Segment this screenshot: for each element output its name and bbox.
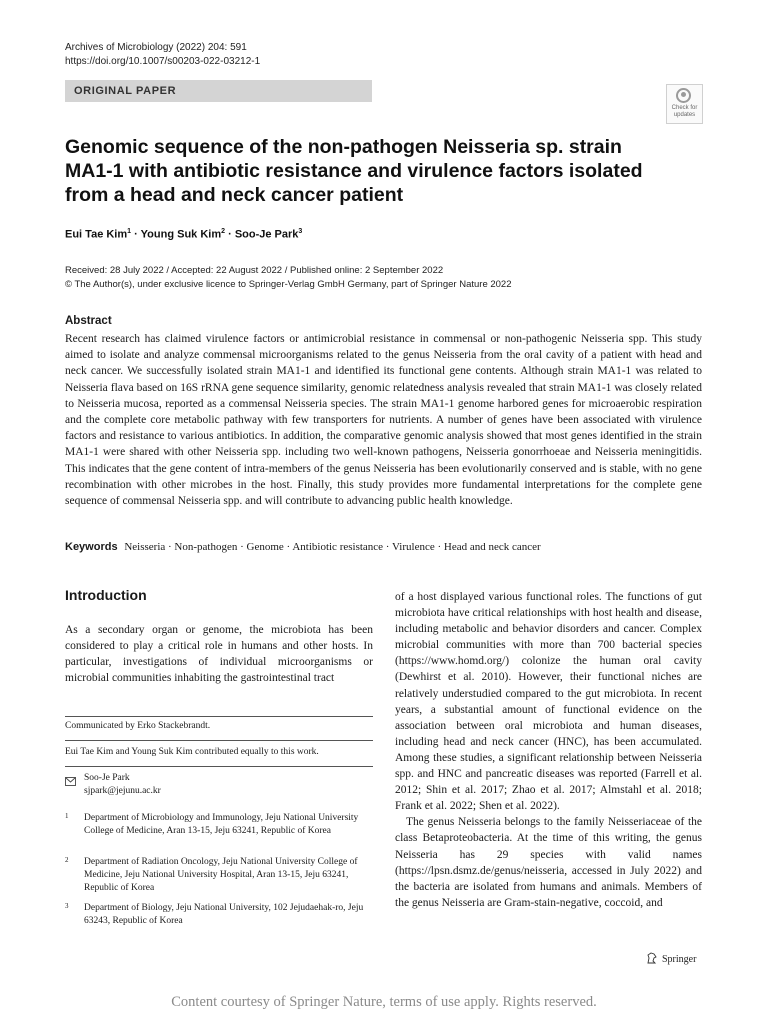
affiliation-text: Department of Radiation Oncology, Jeju National University College of Medicine, Jeju National University Hospital, Aran 13-15, Jeju 63241, Republic of Korea [84,857,358,893]
author-affiliation-marker: 3 [298,228,303,235]
affiliation-number: 2 [65,856,69,864]
author-affiliation-marker: 1 [127,228,132,235]
publication-history [65,264,512,292]
section-heading-introduction: Introduction [65,587,147,603]
affiliation-number: 1 [65,812,69,820]
affiliation-number: 3 [65,902,69,910]
communicated-by-note: Communicated by Erko Stackebrandt. [65,721,211,731]
footnote-divider [65,716,373,717]
copyright-line: © The Author(s), under exclusive licence to Springer-Verlag GmbH Germany, part of Springer Nature 2022 [65,279,512,290]
journal-header [65,41,260,69]
keywords-list: Neisseria · Non-pathogen · Genome · Antibiotic resistance · Virulence · Head and neck cancer [124,541,541,553]
check-updates-label: Check for updates [671,105,698,118]
affiliation-text: Department of Biology, Jeju National University, 102 Jejudaehak-ro, Jeju 63243, Republic of Korea [84,903,364,926]
keywords [65,541,541,553]
author-name[interactable]: Eui Tae Kim [65,228,128,241]
email-icon [65,773,77,783]
footnote-divider [65,766,373,767]
keywords-label: Keywords [65,541,118,553]
corresponding-author [84,772,161,798]
author-name[interactable]: Soo-Je Park [234,228,299,241]
intro-paragraph-left: As a secondary organ or genome, the microbiota has been considered to play a critical role in humans and other hosts. In particular, investigations of individual microorganisms or microbial communities inhabiting the gastrointestinal tract [65,624,373,685]
article-title: Genomic sequence of the non-pathogen Neisseria sp. strain MA1-1 with antibiotic resistance and virulence factors isolated from a head and neck cancer patient [65,136,643,206]
author-separator: · [134,228,141,241]
corresponding-author-name: Soo-Je Park [84,773,130,783]
author-separator: · [228,228,235,241]
journal-citation: Archives of Microbiology (2022) 204: 591 [65,42,247,53]
doi-link[interactable]: https://doi.org/10.1007/s00203-022-03212-1 [65,56,261,67]
right-column [395,589,702,911]
intro-paragraph: The genus Neisseria belongs to the family Neisseriaceae of the class Betaproteobacteria. At the time of this writing, the genus Neisseria has 29 species with valid names (https://lpsn.dsmz.de/genus/neisseria, accessed in July 2022) and the bacteria are isolated from humans and animals. Members of the genus Neisseria are Gram-stain-negative, coccoid, and [395,816,702,909]
check-for-updates-button[interactable] [666,84,703,124]
footnote-divider [65,740,373,741]
abstract-text: Recent research has claimed virulence factors or antimicrobial resistance in commensal or non-pathogenic Neisseria spp. This study aimed to isolate and analyze commensal microorganisms related to the genus Neisseria from the oral cavity of a patient with head and neck cancer. We successfully isolated strain MA1-1 and identified its functional gene contents. Although strain MA1-1 was related to Neisseria flava based on 16S rRNA gene sequence similarity, genomic relatedness analysis revealed that strain MA1-1 was closely related to Neisseria mucosa, reported as a commensal Neisseria species. The strain MA1-1 genome harbored genes for microaerobic respiration and the complete core metabolic pathway with few transporters for nutrients. A number of genes have been associated with virulence factors and resistance to various antibiotics. In addition, the comparative genomic analysis showed that most genes identified in the strain MA1-1 were shared with other Neisseria spp. including two well-known pathogens, Neisseria gonorrhoeae and Neisseria meningitidis. This indicates that the gene content of intra-members of the genus Neisseria has been evolutionarily conserved and is stable, with no gene recombination with other microbes in the host. Finally, this study provides more fundamental interpretations for the complete gene sequence of commensal Neisseria spp. and will contribute to advancing public health knowledge. [65,333,702,508]
dates-line: Received: 28 July 2022 / Accepted: 22 August 2022 / Published online: 2 September 2022 [65,265,444,276]
corresponding-author-email[interactable]: sjpark@jejunu.ac.kr [84,786,161,796]
affiliations [65,812,373,932]
article-type-badge [65,80,372,102]
check-updates-icon [676,88,691,103]
publisher-name: Springer [662,954,697,965]
author-list [65,228,302,241]
intro-paragraph: of a host displayed various functional roles. The functions of gut microbiota have critical relationships with host health and disease, including metabolic and behavior disorders and cancer. Complex microbial communities with more than 700 bacterial species (https://www.homd.org/) colonize the human oral cavity (Dewhirst et al. 2010). However, their functional niches are relatively understudied compared to the gut microbiota. In recent years, a substantial amount of functional evidence on the association between oral microbiota and human diseases, including head and neck cancer (HNC), has been accumulated. Among these studies, a significant relationship between Neisseria spp. and HNC and pancreatic diseases was reported (Farrell et al. 2012; Shin et al. 2017; Zhao et al. 2017; Almstahl et al. 2018; Frank et al. 2022; Shen et al. 2022). [395,591,702,813]
publisher-logo [646,952,696,965]
author-affiliation-marker: 2 [221,228,226,235]
page-footer: Content courtesy of Springer Nature, terms of use apply. Rights reserved. [171,994,597,1010]
equal-contribution-note: Eui Tae Kim and Young Suk Kim contributed equally to this work. [65,747,319,757]
abstract-heading: Abstract [65,315,112,327]
springer-horse-icon [646,952,658,964]
author-name[interactable]: Young Suk Kim [140,228,222,241]
affiliation-text: Department of Microbiology and Immunology, Jeju National University College of Medicine, Aran 13-15, Jeju 63241, Republic of Korea [84,813,359,836]
article-type-label: ORIGINAL PAPER [74,85,177,97]
